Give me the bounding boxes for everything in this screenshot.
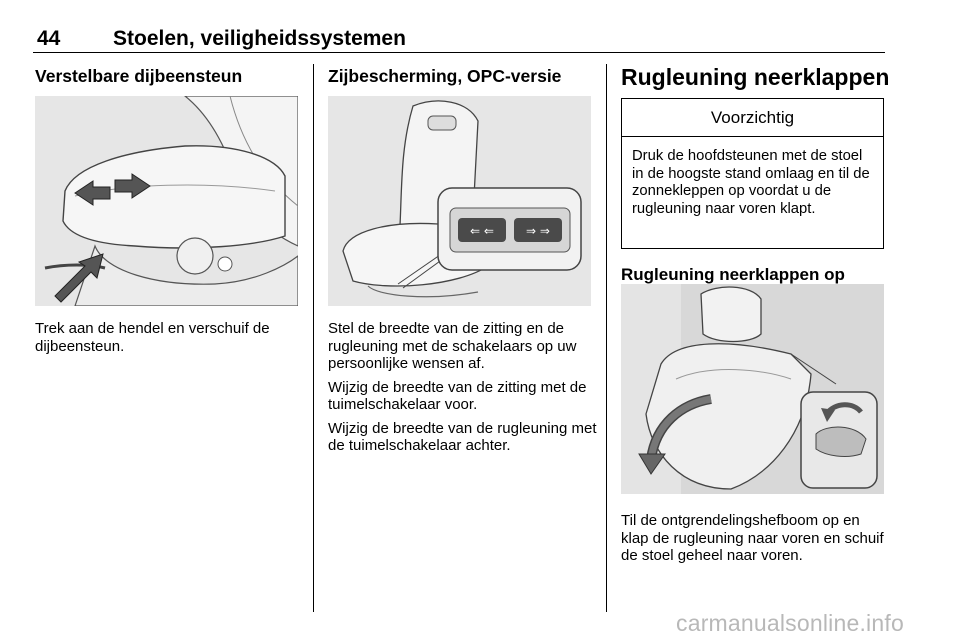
heading-thigh-support: Verstelbare dijbeensteun [35,66,243,86]
caution-box [621,98,884,249]
side-bolster-instructions [328,320,598,461]
svg-text:⇐ ⇐: ⇐ ⇐ [470,224,494,238]
column-divider-2 [606,64,607,612]
thigh-support-instructions: Trek aan de hendel en verschuif de dijbeensteun. [35,320,270,355]
header-rule [33,52,885,53]
opc-seat-illustration [328,96,591,306]
svg-text:⇒ ⇒: ⇒ ⇒ [526,224,550,238]
caution-title: Voorzichtig [622,99,883,137]
section-title: Stoelen, veiligheidssystemen [113,27,406,50]
paragraph: Stel de breedte van de zitting en de rugleuning met de schakelaars op uw persoonlijke wensen af. [328,320,577,372]
fold-backrest-instructions: Til de ontgrendelingshefboom op en klap de rugleuning naar voren en schuif de stoel geheel naar voren. [621,512,884,564]
fold-backrest-illustration [621,284,884,494]
paragraph: Wijzig de breedte van de rugleuning met de tuimelschakelaar achter. [328,419,597,454]
column-divider-1 [313,64,314,612]
thigh-support-illustration [35,96,298,306]
watermark: carmanualsonline.info [676,610,904,636]
page-number: 44 [37,27,61,50]
paragraph: Wijzig de breedte van de zitting met de tuimelschakelaar voor. [328,378,587,413]
caution-text: Druk de hoofdsteunen met de stoel in de hoogste stand omlaag en til de zonnekleppen op voordat u de rugleuning naar voren klapt. [632,148,870,217]
subheading-manual-seats: Rugleuning neerklappen op [621,265,845,284]
heading-fold-backrest: Rugleuning neerklappen [621,64,890,90]
heading-side-bolster: Zijbescherming, OPC-versie [328,66,562,86]
